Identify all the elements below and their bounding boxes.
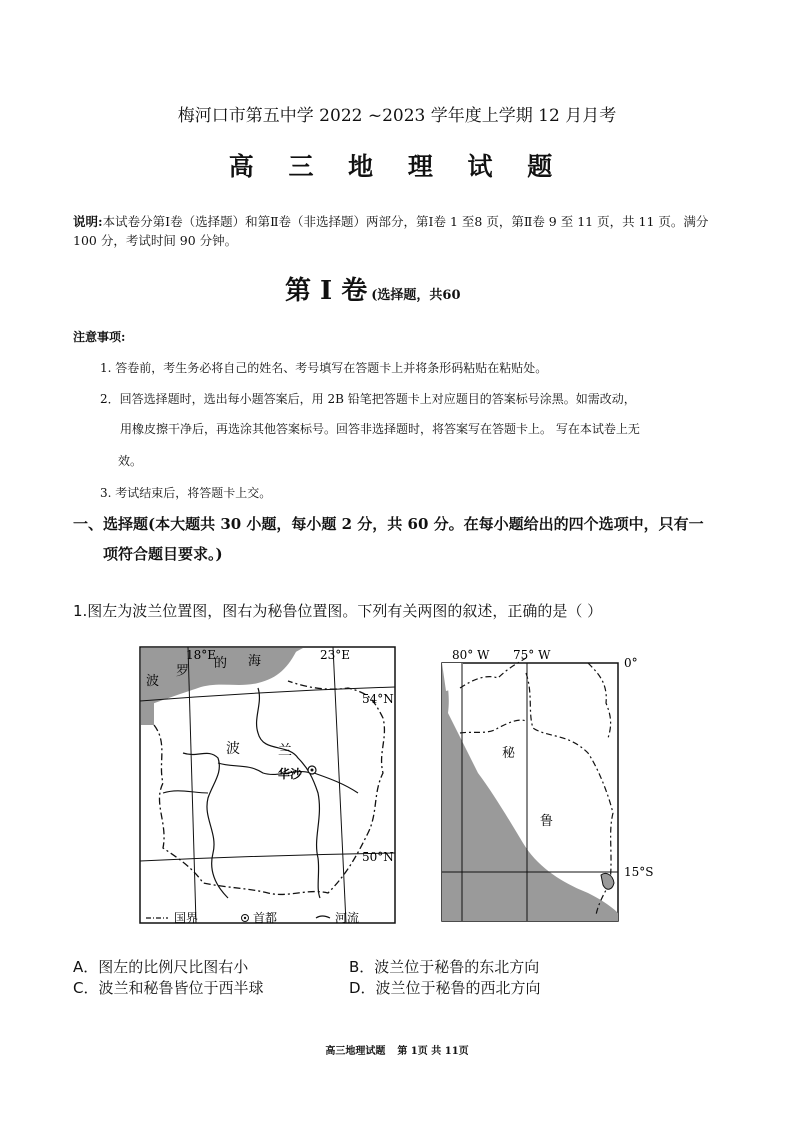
legend-border: 国界	[174, 911, 199, 925]
lon-75w-label: 75° W	[513, 648, 551, 662]
lat-54n-label: 54°N	[362, 692, 394, 706]
legend-river: 河流	[335, 911, 360, 925]
notice-item-1: 1. 答卷前，考生务必将自己的姓名、考号填写在答题卡上并将条形码粘贴在粘贴处。	[100, 361, 548, 375]
question-1-stem: 1.图左为波兰位置图，图右为秘鲁位置图。下列有关两图的叙述，正确的是（ ）	[73, 602, 603, 620]
notice-item-2-line-3: 效。	[118, 454, 143, 468]
sea-left-label-1: 波	[146, 674, 160, 689]
sea-label-2: 海	[248, 654, 262, 669]
peru-map	[438, 643, 660, 928]
poland-map	[138, 643, 400, 933]
option-b[interactable]: B．波兰位于秘鲁的东北方向	[349, 958, 540, 976]
sea-left-label-2: 罗	[176, 664, 190, 679]
legend-capital: 首都	[253, 911, 278, 925]
capital-label: 华沙	[278, 767, 303, 781]
volume-subtitle: (选择题，共60	[371, 288, 461, 303]
lat-15s-label: 15°S	[624, 865, 654, 879]
option-a[interactable]: A．图左的比例尺比图右小	[73, 958, 249, 976]
page-footer	[0, 1042, 794, 1057]
country-label-1: 波	[226, 741, 240, 757]
volume-heading	[285, 270, 461, 307]
lat-50n-label: 50°N	[362, 850, 394, 864]
notice-item-3: 3. 考试结束后，将答题卡上交。	[100, 486, 272, 500]
section-heading-line-2: 项符合题目要求。)	[103, 545, 223, 563]
option-c[interactable]: C．波兰和秘鲁皆位于西半球	[73, 979, 264, 997]
notice-item-2-line-2: 用橡皮擦干净后，再选涂其他答案标号。回答非选择题时，将答案写在答题卡上。 写在本试卷上无	[120, 422, 640, 436]
option-d[interactable]: D．波兰位于秘鲁的西北方向	[349, 979, 541, 997]
section-heading: 一、选择题(本大题共 30 小题，每小题 2 分，共 60 分。在每小题给出的四个选项中，只有一	[73, 515, 704, 533]
country-label-2: 兰	[278, 743, 292, 759]
exam-description	[73, 212, 723, 250]
description-label: 说明:	[73, 214, 103, 229]
peru-label-1: 秘	[502, 746, 516, 761]
lat-0-label: 0°	[624, 656, 638, 670]
notice-item-2: 2．回答选择题时，选出每小题答案后，用 2B 铅笔把答题卡上对应题目的答案标号涂黑。如需改动，	[100, 392, 636, 406]
sea-label-1: 的	[214, 656, 228, 671]
school-exam-line: 梅河口市第五中学 2022 ~2023 学年度上学期 12 月月考	[177, 106, 617, 126]
description-text: 本试卷分第Ⅰ卷（选择题）和第Ⅱ卷（非选择题）两部分，第Ⅰ卷 1 至8 页，第Ⅱ卷 9 至 11 页，共 11 页。满分 100 分，考试时间 90 分钟。	[73, 214, 709, 248]
volume-title: 第 Ⅰ 卷	[285, 276, 368, 306]
lon-80w-label: 80° W	[452, 648, 490, 662]
footer-subject: 高三地理试题	[325, 1046, 386, 1057]
notice-title: 注意事项:	[73, 330, 126, 344]
lon-18e-label: 18°E	[186, 648, 217, 662]
page-title: 高 三 地 理 试 题	[228, 152, 566, 181]
peru-label-2: 鲁	[540, 814, 554, 829]
lon-23e-label: 23°E	[320, 648, 351, 662]
footer-page-number: 第 1页 共 11页	[397, 1046, 469, 1057]
